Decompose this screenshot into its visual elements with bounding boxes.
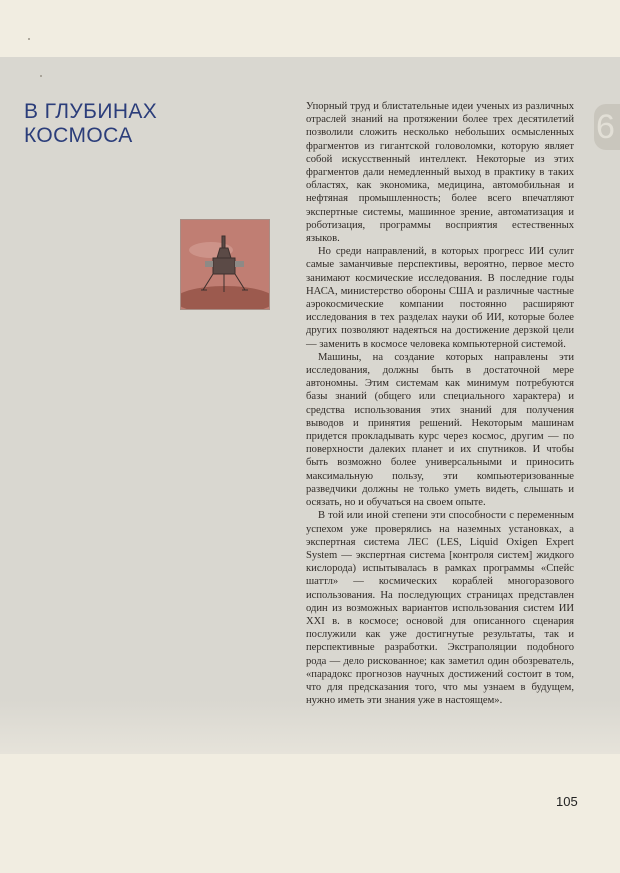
chapter-title [24,100,224,148]
paragraph: Машины, на создание которых направлены эти исследования, должны быть в достаточной мере автономны. Этим системам как минимум потребуются базы знаний (общего или специального характера) и средства использования этих знаний для получения выводов и принятия решений. Некоторым машинам придется прокладывать курс через космос, другим — по поверхности далеких планет и их спутников. И чтобы быть возможно более универсальными и приносить максимальную пользу, эти компьютеризованные разведчики должны не только уметь видеть, слышать и осязать, но и обучаться на своем опыте. [306,351,574,509]
paragraph: Но среди направлений, в которых прогресс ИИ сулит самые заманчивые перспективы, вероятно, первое место занимают космические исследования. В последние годы НАСА, министерство обороны США и различные частные аэрокосмические компании постоянно расширяют исследования в тех разделах науки об ИИ, которые более других позволяют надеяться на достижение дерзкой цели — заменить в космосе человека компьютерной системой. [306,246,574,350]
chapter-edge-tab: 6 [594,104,620,150]
chapter-title-line: КОСМОСА [24,124,133,147]
paragraph: В той или иной степени эти способности с переменным успехом уже проверялись на наземных установках, а экспертная система ЛЕС (LES, Liquid Oxigen Expert System — экспертная система [контроля систем] жидкого кислорода) испытывалась в рамках программы «Спейс шаттл» — космических кораблей многоразового использования. На последующих страницах представлен один из возможных вариантов использования систем ИИ XXI в. в космосе; основой для описанного сценария послужили как уже достигнутые результаты, так и перспективные разработки. Экстраполяции подобного рода — дело рискованное; как заметил один обозреватель, «парадокс прогнозов научных достижений состоит в том, что для предсказания того, что мы узнаем в будущем, нужно иметь эти знания уже в настоящем». [306,510,574,707]
chapter-title-line: В ГЛУБИНАХ [24,100,158,123]
article-body [306,100,574,707]
paragraph: Упорный труд и блистательные идеи ученых из различных отраслей знаний на протяжении более трех десятилетий позволили сложить несколько небольших осмысленных фрагментов из гигантской головоломки, которую являет собой искусственный интеллект. Некоторые из этих фрагментов дали немедленный выход в практику в таких областях, как экономика, медицина, автомобильная и нефтяная промышленность; более всего впечатляют экспертные системы, машинное зрение, автоматизация и роботизация, программы восприятия естественных языков. [306,101,574,245]
panel-bottom-fade [0,700,620,754]
paper-speck [40,75,42,77]
paper-speck [28,38,30,40]
page-number: 105 [556,794,578,809]
spacecraft-illustration [181,220,269,309]
spacecraft-photo [180,219,270,310]
